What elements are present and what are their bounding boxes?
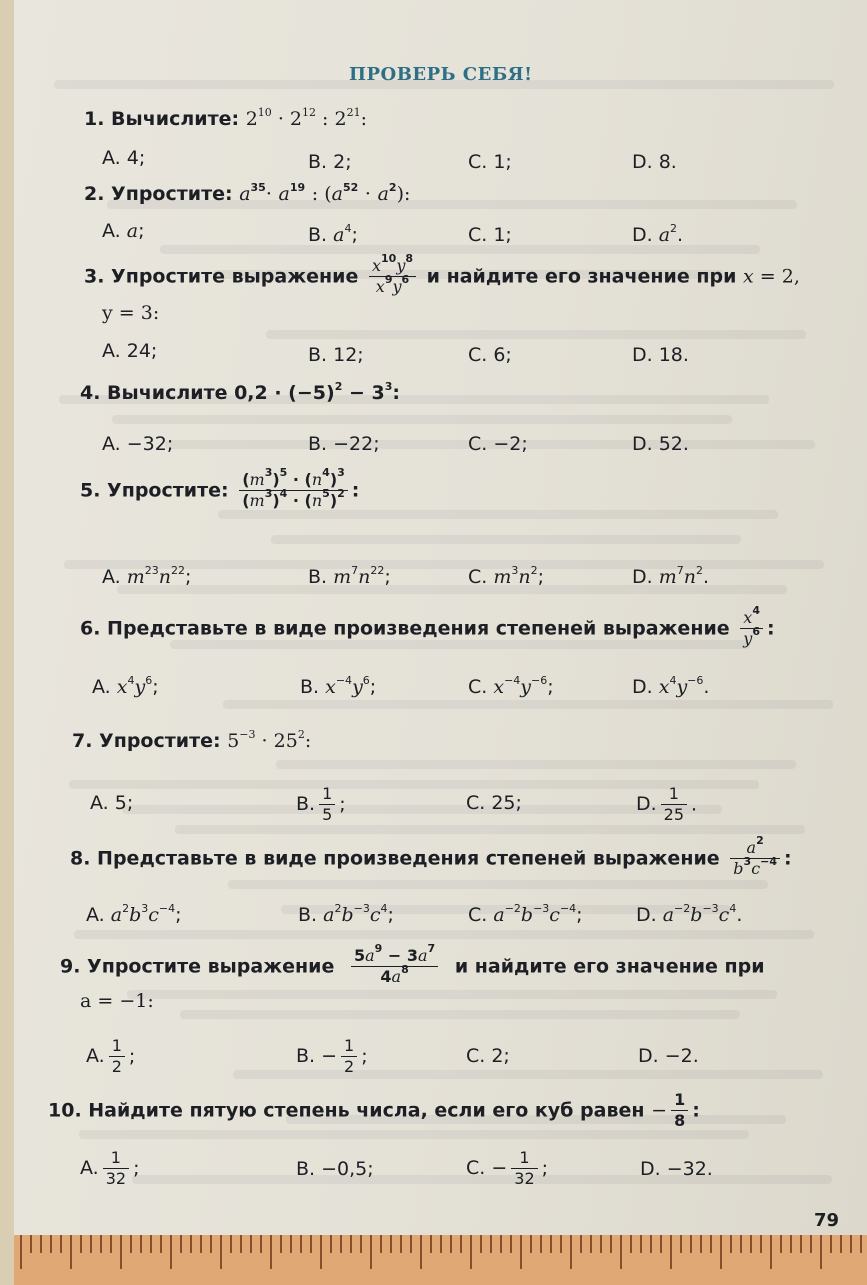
q7-option-b: B. $\frac{1}{5}$ ; xyxy=(296,784,346,824)
ruler-tick xyxy=(370,1235,372,1269)
question-6: 6. Представьте в виде произведения степеней выражение $\frac{x^4}{y^6}$ : xyxy=(80,604,775,648)
q1-option-a: A. 4; xyxy=(102,147,146,169)
page-title: ПРОВЕРЬ СЕБЯ! xyxy=(349,64,533,85)
ruler-tick xyxy=(710,1235,712,1253)
q7-option-d: D. $\frac{1}{25}$ . xyxy=(636,784,698,824)
ruler-tick xyxy=(70,1235,72,1269)
q9-option-b: B. − $\frac{1}{2}$ ; xyxy=(296,1036,368,1076)
question-7: 7. Упростите: $5^{-3} \cdot 25^2$: xyxy=(72,728,312,752)
ghost-line xyxy=(127,990,777,999)
ruler-tick xyxy=(630,1235,632,1253)
ruler-tick xyxy=(360,1235,362,1253)
q2-option-a: A. a; xyxy=(102,220,145,242)
q10-option-c: C. − $\frac{1}{32}$ ; xyxy=(466,1148,549,1188)
ruler-tick xyxy=(110,1235,112,1253)
ruler-tick xyxy=(210,1235,212,1253)
ghost-line xyxy=(112,415,732,424)
q10-option-a: A. $\frac{1}{32}$ ; xyxy=(80,1148,140,1188)
question-4-label: 4. Вычислите 0,2 · (−5) xyxy=(80,382,335,404)
ruler-tick xyxy=(810,1235,812,1253)
ruler-tick xyxy=(730,1235,732,1253)
ghost-line xyxy=(271,535,741,544)
q2-option-c: C. 1; xyxy=(468,224,512,246)
ruler-tick xyxy=(90,1235,92,1253)
ruler-tick xyxy=(250,1235,252,1253)
question-5-label: 5. Упростите: xyxy=(80,479,229,502)
question-3-cond: y = 3: xyxy=(102,302,160,324)
ruler-tick xyxy=(830,1235,832,1253)
ruler-tick xyxy=(540,1235,542,1253)
q9-option-c: C. 2; xyxy=(466,1045,510,1067)
ruler-tick xyxy=(640,1235,642,1253)
q3-option-c: C. 6; xyxy=(468,344,512,366)
ruler-tick xyxy=(260,1235,262,1253)
q8-option-b: B. $a^2b^{-3}c^4$; xyxy=(298,902,394,926)
q8-option-d: D. $a^{-2}b^{-3}c^4$. xyxy=(636,902,743,926)
question-4: 4. Вычислите $0,2 \cdot (-5)^2 - 3^3$: xyxy=(80,380,401,404)
q5-option-b: B. $m^7n^{22}$; xyxy=(308,564,391,588)
q6-option-c: C. $x^{-4}y^{-6}$; xyxy=(468,674,554,698)
question-7-label: 7. Упростите: xyxy=(72,730,221,752)
ruler-tick xyxy=(240,1235,242,1253)
ruler-tick xyxy=(380,1235,382,1253)
ruler-tick xyxy=(340,1235,342,1253)
ruler-tick xyxy=(620,1235,622,1269)
question-9-label: 9. Упростите выражение xyxy=(60,955,335,978)
ruler-tick xyxy=(120,1235,122,1269)
question-8-label: 8. Представьте в виде произведения степеней выражение xyxy=(70,847,720,870)
question-2-label: 2. Упростите: xyxy=(84,183,233,205)
question-8: 8. Представьте в виде произведения степеней выражение $\frac{a^2}{b^3c^{-4}}$ : xyxy=(70,834,792,878)
ruler-tick xyxy=(580,1235,582,1253)
q4-option-c: C. −2; xyxy=(468,433,528,455)
q1-option-b: B. 2; xyxy=(308,151,352,173)
q4-option-d: D. 52. xyxy=(632,433,689,455)
ruler-tick xyxy=(760,1235,762,1253)
ghost-line xyxy=(79,1130,749,1139)
ruler-tick xyxy=(780,1235,782,1253)
ruler-tick xyxy=(400,1235,402,1253)
q9-option-a: A. $\frac{1}{2}$ ; xyxy=(86,1036,136,1076)
ruler-tick xyxy=(320,1235,322,1269)
ghost-line xyxy=(180,1010,740,1019)
q3-option-a: A. 24; xyxy=(102,340,158,362)
ruler-tick xyxy=(180,1235,182,1253)
ghost-line xyxy=(74,930,814,939)
ruler-tick xyxy=(560,1235,562,1253)
q7-option-c: C. 25; xyxy=(466,792,522,814)
ruler-tick xyxy=(230,1235,232,1253)
ruler-tick xyxy=(680,1235,682,1253)
q6-option-a: A. $x^4y^6$; xyxy=(92,674,159,698)
ruler-tick xyxy=(190,1235,192,1253)
question-2: 2. Упростите: $a^{35}\cdot a^{19}$ : $(a^{52} \cdot a^2)$: xyxy=(84,181,411,205)
question-10: 10. Найдите пятую степень числа, если его куб равен − $\frac{1}{8}$ : xyxy=(48,1090,700,1130)
ruler-tick xyxy=(750,1235,752,1253)
ruler-tick xyxy=(670,1235,672,1269)
ruler-tick xyxy=(480,1235,482,1253)
ruler-tick xyxy=(860,1235,862,1253)
q1-option-c: C. 1; xyxy=(468,151,512,173)
ruler-tick xyxy=(800,1235,802,1253)
q2-option-b: B. $a^4$; xyxy=(308,222,358,246)
q6-option-b: B. $x^{-4}y^6$; xyxy=(300,674,377,698)
ruler-tick xyxy=(600,1235,602,1253)
ruler-tick xyxy=(570,1235,572,1269)
ruler-tick xyxy=(520,1235,522,1269)
ruler-tick xyxy=(820,1235,822,1269)
ruler-tick xyxy=(720,1235,722,1269)
q1-option-d: D. 8. xyxy=(632,151,677,173)
question-3-tail: и найдите его значение при xyxy=(426,265,737,288)
question-3: 3. Упростите выражение $\frac{x^{10}y^8}{x^9y^6}$ и найдите его значение при x = 2, xyxy=(84,252,800,296)
page-number: 79 xyxy=(814,1210,840,1231)
ruler-tick xyxy=(390,1235,392,1253)
question-9-tail: и найдите его значение при xyxy=(454,955,765,978)
ruler-tick xyxy=(610,1235,612,1253)
ruler-tick xyxy=(470,1235,472,1269)
ruler-tick xyxy=(840,1235,842,1253)
q5-option-a: A. $m^{23}n^{22}$; xyxy=(102,564,192,588)
question-10-label: 10. Найдите пятую степень числа, если его куб равен xyxy=(48,1099,645,1122)
ruler-tick xyxy=(270,1235,272,1269)
ghost-line xyxy=(223,700,833,709)
ruler-tick xyxy=(530,1235,532,1253)
question-1: 1. Вычислите: $2^{10} \cdot 2^{12}$ : $2^{21}$: xyxy=(84,106,367,130)
ruler-tick xyxy=(700,1235,702,1253)
ruler-tick xyxy=(30,1235,32,1253)
q8-option-a: A. $a^2b^3c^{-4}$; xyxy=(86,902,182,926)
ruler-tick xyxy=(850,1235,852,1253)
ruler-tick xyxy=(550,1235,552,1253)
ghost-line xyxy=(218,510,778,519)
ghost-line xyxy=(175,825,805,834)
ruler-tick xyxy=(350,1235,352,1253)
ruler-tick xyxy=(650,1235,652,1253)
question-3-label: 3. Упростите выражение xyxy=(84,265,359,288)
ruler-tick xyxy=(660,1235,662,1253)
ghost-line xyxy=(266,330,806,339)
q9-option-d: D. −2. xyxy=(638,1045,699,1067)
ruler-tick xyxy=(310,1235,312,1253)
question-1-label: 1. Вычислите: xyxy=(84,108,240,130)
q3-option-b: B. 12; xyxy=(308,344,364,366)
q2-option-d: D. $a^2$. xyxy=(632,222,684,246)
ruler-tick xyxy=(450,1235,452,1253)
ruler-strip xyxy=(14,1235,867,1285)
q10-option-d: D. −32. xyxy=(640,1158,713,1180)
ghost-line xyxy=(122,805,722,814)
q10-option-b: B. −0,5; xyxy=(296,1158,374,1180)
ruler-tick xyxy=(490,1235,492,1253)
q4-option-b: B. −22; xyxy=(308,433,380,455)
question-9: 9. Упростите выражение $\frac{5a^9 - 3a^7}{4a^8}$ и найдите его значение при xyxy=(60,942,765,986)
ruler-tick xyxy=(790,1235,792,1253)
q5-option-d: D. $m^7n^2$. xyxy=(632,564,710,588)
ruler-tick xyxy=(440,1235,442,1253)
ruler-tick xyxy=(170,1235,172,1269)
ruler-tick xyxy=(290,1235,292,1253)
q7-option-a: A. 5; xyxy=(90,792,134,814)
ruler-tick xyxy=(40,1235,42,1253)
ruler-tick xyxy=(100,1235,102,1253)
ruler-tick xyxy=(770,1235,772,1269)
ruler-tick xyxy=(300,1235,302,1253)
question-4-tail: − 3 xyxy=(348,382,385,404)
q5-option-c: C. $m^3n^2$; xyxy=(468,564,545,588)
ruler-tick xyxy=(280,1235,282,1253)
ruler-tick xyxy=(430,1235,432,1253)
ruler-tick xyxy=(140,1235,142,1253)
q8-option-c: C. $a^{-2}b^{-3}c^{-4}$; xyxy=(468,902,583,926)
ruler-tick xyxy=(510,1235,512,1253)
question-9-cond: a = −1: xyxy=(80,990,154,1012)
ruler-tick xyxy=(60,1235,62,1253)
ruler-tick xyxy=(80,1235,82,1253)
textbook-page xyxy=(14,0,867,1285)
ruler-tick xyxy=(330,1235,332,1253)
ruler-tick xyxy=(590,1235,592,1253)
question-5: 5. Упростите: $\frac{(m^3)^5 \cdot (n^4)^3}{(m^3)^4 \cdot (n^5)^2}$ : xyxy=(80,466,360,510)
ruler-tick xyxy=(20,1235,22,1269)
ruler-tick xyxy=(160,1235,162,1253)
ruler-tick xyxy=(200,1235,202,1253)
ruler-tick xyxy=(740,1235,742,1253)
ghost-line xyxy=(276,760,796,769)
ruler-tick xyxy=(420,1235,422,1269)
q6-option-d: D. $x^4y^{-6}$. xyxy=(632,674,710,698)
ghost-line xyxy=(228,880,768,889)
ruler-tick xyxy=(500,1235,502,1253)
ruler-tick xyxy=(150,1235,152,1253)
q4-option-a: A. −32; xyxy=(102,433,174,455)
ruler-tick xyxy=(690,1235,692,1253)
q3-option-d: D. 18. xyxy=(632,344,689,366)
ruler-tick xyxy=(130,1235,132,1253)
ghost-line xyxy=(160,245,760,254)
ruler-tick xyxy=(50,1235,52,1253)
ruler-tick xyxy=(410,1235,412,1253)
ruler-tick xyxy=(460,1235,462,1253)
question-6-label: 6. Представьте в виде произведения степеней выражение xyxy=(80,617,730,640)
ruler-tick xyxy=(220,1235,222,1269)
